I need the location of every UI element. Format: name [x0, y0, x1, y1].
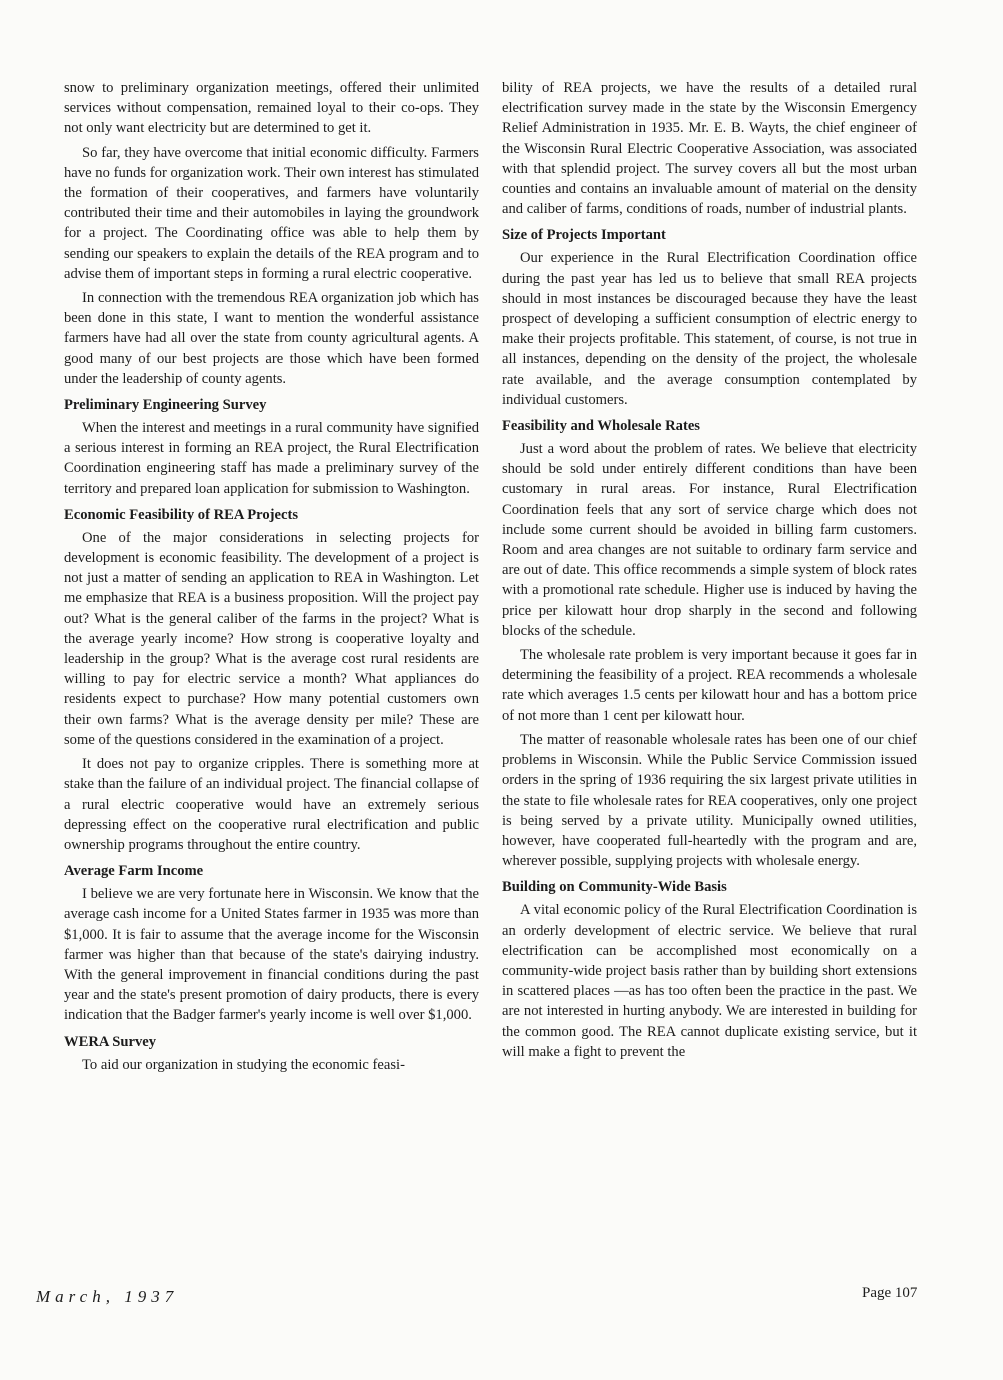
section-heading: Preliminary Engineering Survey [64, 397, 267, 414]
paragraph: The wholesale rate problem is very important because it goes far in determining the feasibility of a project. REA recommends a wholesale rate which averages 1.5 cents per kilowatt hour and has a bottom price of not more than 1 cent per kilowatt hour. [502, 647, 917, 724]
paragraph: It does not pay to organize cripples. There is something more at stake than the failure of an individual project. The financial collapse of a rural electric cooperative would have an extremely serious depressing effect on the cooperative rural electrification and public ownership programs throughout the entire country. [64, 756, 479, 853]
section-heading: WERA Survey [64, 1033, 157, 1050]
paragraph: When the interest and meetings in a rural community have signified a serious interest in forming an REA project, the Rural Electrification Coordination engineering staff has made a preliminary survey of the territory and prepared loan application for submission to Washington. [64, 420, 479, 497]
section-heading: Economic Feasibility of REA Projects [64, 506, 299, 523]
right-column [502, 78, 917, 1066]
section-heading: Average Farm Income [64, 863, 204, 880]
section-heading: Building on Community-Wide Basis [502, 879, 727, 896]
paragraph: A vital economic policy of the Rural Electrification Coordination is an orderly development of electric service. We believe that rural electrification can be accomplished most economically on a community-wide project basis rather than by building short extensions in scattered places —as has too often been the practice in the past. We are not interested in hurting anybody. We are interested in building for the common good. The REA cannot duplicate existing service, but it will make a fight to prevent the [502, 902, 917, 1060]
footer-date: March, 1937 [36, 1287, 179, 1306]
paragraph: The matter of reasonable wholesale rates has been one of our chief problems in Wisconsin. While the Public Service Commission issued orders in the spring of 1936 requiring the six largest private utilities in the state to file wholesale rates for REA cooperatives, only one project is being served by a private utility. Municipally owned utilities, however, have cooperated full-heartedly with the program and are, wherever possible, supplying projects with wholesale energy. [502, 731, 917, 870]
section-heading: Size of Projects Important [502, 227, 666, 244]
page-number: Page 107 [862, 1285, 918, 1301]
paragraph: I believe we are very fortunate here in Wisconsin. We know that the average cash income for a United States farmer in 1935 was more than $1,000. It is fair to assume that the average income for the Wisconsin farmer was higher than that because of the state's dairying industry. With the general improvement in financial conditions during the past year and the state's present promotion of dairy products, there is every indication that the Badger farmer's yearly income is well over $1,000. [64, 886, 479, 1024]
paragraph: So far, they have overcome that initial economic difficulty. Farmers have no funds for organization work. Their own interest has stimulated the formation of their cooperatives, and farmers have voluntarily contributed their time and their automobiles in laying the groundwork for a project. The Coordinating office was able to help them by sending our speakers to explain the details of the REA program and to advise them of important steps in forming a rural electric cooperative. [64, 144, 479, 282]
left-column [64, 78, 479, 1079]
paragraph: One of the major considerations in selecting projects for development is economic feasibility. The development of a project is not just a matter of sending an application to REA in Washington. Let me emphasize that REA is a business proposition. Will the project pay out? What is the general caliber of the farms in the project? What is the average yearly income? How strong is cooperative loyalty and leadership in the group? What is the average cost rural residents are willing to pay for electric service a month? What appliances do residents expect to purchase? How many potential customers own their own farms? What is the average density per mile? These are some of the questions considered in the examination of a project. [64, 529, 479, 748]
section-heading: Feasibility and Wholesale Rates [502, 418, 700, 435]
paragraph: Our experience in the Rural Electrification Coordination office during the past year has led us to believe that small REA projects should in most instances be discouraged because they have the least prospect of developing a sufficient consumption of electric energy to make their projects profitable. This statement, of course, is not true in all instances, depending on the density of the project, the wholesale rate available, and the average consumption contemplated by individual customers. [502, 250, 917, 408]
paragraph: bility of REA projects, we have the results of a detailed rural electrification survey made in the state by the Wisconsin Emergency Relief Administration in 1935. Mr. E. B. Wayts, the chief engineer of the Wisconsin Rural Electric Cooperative Association, was associated with that splendid project. The survey covers all but the most urban counties and contains an invaluable amount of material on the density and caliber of farms, conditions of roads, number of industrial plants. [502, 80, 917, 218]
paragraph: In connection with the tremendous REA organization job which has been done in this state, I want to mention the wonderful assistance farmers have had all over the state from county agricultural agents. A good many of our best projects are those which have been formed under the leadership of county agents. [64, 290, 479, 387]
paragraph: snow to preliminary organization meetings, offered their unlimited services without compensation, remained loyal to their co-ops. They not only want electricity but are determined to get it. [64, 80, 479, 137]
paragraph: To aid our organization in studying the economic feasi- [82, 1056, 405, 1073]
paragraph: Just a word about the problem of rates. We believe that electricity should be sold under entirely different conditions than have been customary in rural areas. For instance, Rural Electrification Coordination feels that any sort of service charge which does not include some current should be avoided in billing farm customers. Room and area changes are not suitable to ordinary farm service and are out of date. This office recommends a simple system of block rates with a promotional rate schedule. Higher use is induced by having the price per kilowatt hour drop sharply in the second and following blocks of the schedule. [502, 441, 917, 639]
